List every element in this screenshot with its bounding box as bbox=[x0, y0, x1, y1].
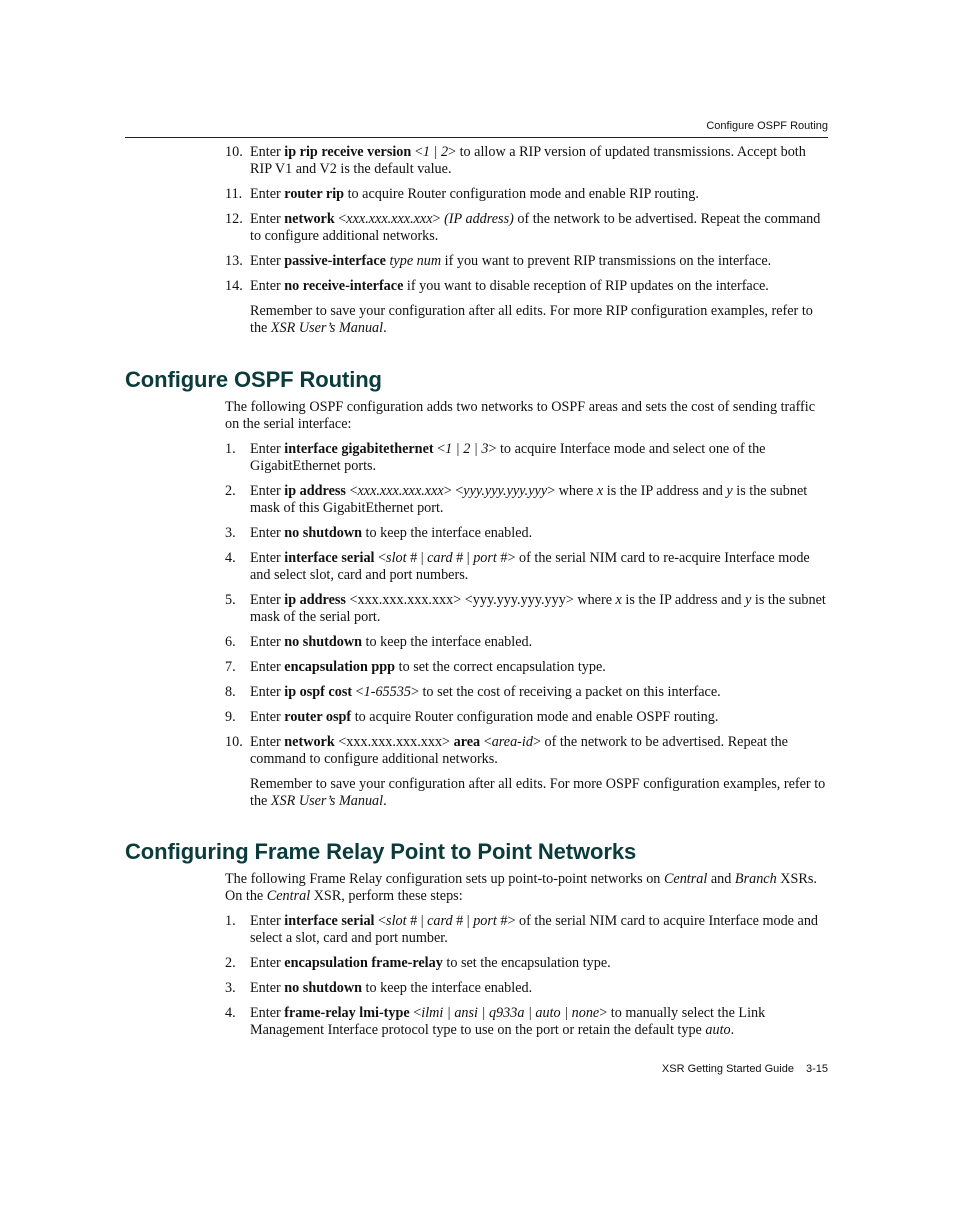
body-text: > where bbox=[547, 483, 597, 499]
command-keyword: interface serial bbox=[284, 913, 375, 929]
parameter-text: 1-65535 bbox=[363, 684, 411, 700]
command-keyword: passive-interface bbox=[284, 253, 386, 269]
list-item-number: 3. bbox=[225, 980, 236, 996]
command-keyword: ip address bbox=[284, 592, 346, 608]
parameter-text: Central bbox=[266, 888, 311, 904]
ospf-intro bbox=[125, 399, 828, 433]
body-text: The following Frame Relay configuration sets up point-to-point networks on bbox=[225, 871, 664, 887]
body-text: Enter bbox=[250, 211, 285, 227]
list-item-number: 11. bbox=[225, 186, 243, 202]
command-keyword: no shutdown bbox=[284, 634, 362, 650]
body-text: Enter bbox=[250, 483, 285, 499]
body-text: is the subnet mask of this GigabitEthernet port. bbox=[250, 483, 808, 516]
footer-page-number: 3-15 bbox=[805, 1063, 828, 1075]
section-heading-frame-relay: Configuring Frame Relay Point to Point Networks bbox=[125, 839, 637, 864]
footer-guide-title: XSR Getting Started Guide bbox=[661, 1063, 794, 1075]
body-text: Enter bbox=[250, 913, 285, 929]
list-item bbox=[125, 955, 828, 972]
parameter-text: slot bbox=[386, 913, 407, 929]
parameter-text: slot bbox=[386, 550, 407, 566]
body-text: is the subnet mask of the serial port. bbox=[250, 592, 826, 625]
list-item bbox=[125, 211, 828, 245]
body-text: Enter bbox=[250, 592, 285, 608]
body-text: > to acquire Interface mode and select one of the GigabitEthernet ports. bbox=[250, 441, 766, 474]
body-text: # | bbox=[452, 913, 474, 929]
body-text: is the IP address and bbox=[621, 592, 746, 608]
list-item bbox=[125, 525, 828, 542]
command-keyword: no receive-interface bbox=[284, 278, 404, 294]
list-item bbox=[125, 592, 828, 626]
command-keyword: ip rip receive version bbox=[284, 144, 412, 160]
list-item bbox=[125, 1005, 828, 1039]
rip-steps-list bbox=[125, 144, 828, 295]
body-text: Enter bbox=[250, 278, 285, 294]
command-keyword: ip ospf cost bbox=[284, 684, 353, 700]
body-text: . bbox=[383, 793, 387, 809]
body-text: to acquire Router configuration mode and enable OSPF routing. bbox=[351, 709, 719, 725]
parameter-text: XSR User’s Manual bbox=[270, 793, 384, 809]
body-text: > to manually select the Link Management Interface protocol type to use on the port or retain the default type bbox=[250, 1005, 766, 1038]
body-text: Enter bbox=[250, 441, 285, 457]
body-text: if you want to prevent RIP transmissions on the interface. bbox=[441, 253, 772, 269]
list-item-number: 6. bbox=[225, 634, 236, 650]
running-footer bbox=[125, 1063, 828, 1075]
body-text: to set the encapsulation type. bbox=[442, 955, 611, 971]
list-item bbox=[125, 634, 828, 651]
body-text: > to allow a RIP version of updated transmissions. Accept both RIP V1 and V2 is the default value. bbox=[250, 144, 806, 177]
parameter-text: xxx.xxx.xxx.xxx bbox=[357, 483, 444, 499]
body-text: Enter bbox=[250, 253, 285, 269]
ospf-note bbox=[125, 776, 828, 810]
list-item-number: 10. bbox=[225, 734, 243, 750]
command-keyword: interface gigabitethernet bbox=[284, 441, 434, 457]
body-text: < bbox=[374, 913, 387, 929]
command-keyword: no shutdown bbox=[284, 980, 362, 996]
parameter-text: area-id bbox=[491, 734, 533, 750]
list-item-number: 10. bbox=[225, 144, 243, 160]
body-text: Enter bbox=[250, 144, 285, 160]
list-item-number: 5. bbox=[225, 592, 236, 608]
body-text: to keep the interface enabled. bbox=[361, 634, 533, 650]
body-text: The following OSPF configuration adds two networks to OSPF areas and sets the cost of sending traffic on the serial interface: bbox=[225, 399, 816, 432]
parameter-text: x bbox=[596, 483, 604, 499]
rip-note bbox=[125, 303, 828, 337]
body-text: # | bbox=[406, 550, 428, 566]
command-keyword: network bbox=[284, 211, 335, 227]
command-keyword: encapsulation frame-relay bbox=[284, 955, 443, 971]
list-item-number: 14. bbox=[225, 278, 243, 294]
parameter-text: Central bbox=[663, 871, 708, 887]
parameter-text: x bbox=[615, 592, 622, 608]
body-text: and bbox=[707, 871, 735, 887]
list-item bbox=[125, 186, 828, 203]
body-text: < bbox=[409, 1005, 422, 1021]
body-text: > to set the cost of receiving a packet on this interface. bbox=[410, 684, 721, 700]
list-item-number: 9. bbox=[225, 709, 236, 725]
running-header: Configure OSPF Routing bbox=[706, 120, 828, 132]
body-text: Enter bbox=[250, 734, 285, 750]
list-item-number: 7. bbox=[225, 659, 236, 675]
body-text: is the IP address and bbox=[603, 483, 727, 499]
parameter-text: yyy.yyy.yyy.yyy bbox=[463, 483, 548, 499]
body-text: Remember to save your configuration after all edits. For more OSPF configuration examples, refer to the bbox=[250, 776, 826, 809]
body-text: < bbox=[480, 734, 492, 750]
parameter-text: y bbox=[745, 592, 752, 608]
body-text: Enter bbox=[250, 186, 285, 202]
section-heading-ospf: Configure OSPF Routing bbox=[125, 367, 382, 392]
list-item bbox=[125, 659, 828, 676]
parameter-text: card bbox=[427, 550, 453, 566]
body-text: Enter bbox=[250, 659, 285, 675]
list-item bbox=[125, 441, 828, 475]
parameter-text: 1 | 2 bbox=[422, 144, 449, 160]
body-text: to acquire Router configuration mode and enable RIP routing. bbox=[344, 186, 699, 202]
list-item-number: 2. bbox=[225, 483, 236, 499]
list-item bbox=[125, 980, 828, 997]
body-text: Enter bbox=[250, 550, 285, 566]
command-keyword: frame-relay lmi-type bbox=[284, 1005, 410, 1021]
body-text: to set the correct encapsulation type. bbox=[395, 659, 606, 675]
command-keyword: ip address bbox=[284, 483, 346, 499]
body-text: Enter bbox=[250, 709, 285, 725]
parameter-text: port bbox=[473, 913, 497, 929]
body-text: #> of the serial NIM card to re-acquire Interface mode and select slot, card and port numbers. bbox=[250, 550, 810, 583]
parameter-text: XSR User’s Manual bbox=[270, 320, 384, 336]
parameter-text: xxx.xxx.xxx.xxx bbox=[346, 211, 433, 227]
frame-relay-intro bbox=[125, 871, 828, 905]
body-text: XSR, perform these steps: bbox=[310, 888, 463, 904]
body-text: > < bbox=[443, 483, 464, 499]
parameter-text: card bbox=[427, 913, 453, 929]
body-text: Enter bbox=[250, 634, 285, 650]
parameter-text: 1 | 2 | 3 bbox=[445, 441, 489, 457]
command-keyword: encapsulation ppp bbox=[284, 659, 396, 675]
list-item-number: 1. bbox=[225, 441, 236, 457]
ospf-steps-list bbox=[125, 441, 828, 768]
body-text: < bbox=[334, 211, 347, 227]
command-keyword: router ospf bbox=[284, 709, 352, 725]
body-text: to keep the interface enabled. bbox=[361, 980, 533, 996]
list-item bbox=[125, 709, 828, 726]
list-item-number: 12. bbox=[225, 211, 243, 227]
parameter-text: type num bbox=[389, 253, 442, 269]
body-text: <xxx.xxx.xxx.xxx> <yyy.yyy.yyy.yyy> where bbox=[345, 592, 616, 608]
body-text: Enter bbox=[250, 684, 285, 700]
list-item-number: 1. bbox=[225, 913, 236, 929]
command-keyword: no shutdown bbox=[284, 525, 362, 541]
body-text: Enter bbox=[250, 955, 285, 971]
body-text: # | bbox=[452, 550, 474, 566]
command-keyword: area bbox=[453, 734, 481, 750]
body-text: > of the network to be advertised. Repeat the command to configure additional networks. bbox=[250, 734, 788, 767]
list-item bbox=[125, 144, 828, 178]
list-item-number: 2. bbox=[225, 955, 236, 971]
list-item bbox=[125, 278, 828, 295]
body-text: of the network to be advertised. Repeat the command to configure additional networks. bbox=[250, 211, 821, 244]
body-text: . bbox=[730, 1022, 735, 1038]
body-text: < bbox=[345, 483, 358, 499]
page-content bbox=[125, 144, 828, 1047]
list-item bbox=[125, 684, 828, 701]
body-text: if you want to disable reception of RIP updates on the interface. bbox=[403, 278, 769, 294]
command-keyword: interface serial bbox=[284, 550, 375, 566]
list-item bbox=[125, 253, 828, 270]
body-text: < bbox=[433, 441, 446, 457]
body-text: #> of the serial NIM card to acquire Interface mode and select a slot, card and port number. bbox=[250, 913, 819, 946]
body-text: > bbox=[432, 211, 445, 227]
list-item bbox=[125, 734, 828, 768]
list-item-number: 13. bbox=[225, 253, 243, 269]
body-text: Enter bbox=[250, 980, 285, 996]
body-text: Enter bbox=[250, 1005, 285, 1021]
list-item-number: 8. bbox=[225, 684, 236, 700]
list-item bbox=[125, 550, 828, 584]
body-text: Enter bbox=[250, 525, 285, 541]
parameter-text: (IP address) bbox=[444, 211, 514, 227]
parameter-text: y bbox=[726, 483, 733, 499]
frame-relay-steps-list bbox=[125, 913, 828, 1039]
body-text: # | bbox=[406, 913, 428, 929]
list-item bbox=[125, 913, 828, 947]
body-text: <xxx.xxx.xxx.xxx> bbox=[334, 734, 454, 750]
parameter-text: port bbox=[473, 550, 497, 566]
parameter-text: auto bbox=[705, 1022, 731, 1038]
list-item-number: 4. bbox=[225, 1005, 236, 1021]
body-text: < bbox=[411, 144, 423, 160]
body-text: Remember to save your configuration after all edits. For more RIP configuration examples, refer to the bbox=[250, 303, 813, 336]
body-text: < bbox=[374, 550, 387, 566]
list-item-number: 3. bbox=[225, 525, 236, 541]
body-text: XSRs. On the bbox=[225, 871, 817, 904]
parameter-text: ilmi | ansi | q933a | auto | none bbox=[421, 1005, 600, 1021]
header-rule bbox=[125, 137, 828, 138]
command-keyword: router rip bbox=[284, 186, 345, 202]
body-text: < bbox=[352, 684, 364, 700]
command-keyword: network bbox=[284, 734, 335, 750]
list-item bbox=[125, 483, 828, 517]
body-text: . bbox=[383, 320, 387, 336]
list-item-number: 4. bbox=[225, 550, 236, 566]
parameter-text: Branch bbox=[734, 871, 777, 887]
body-text: to keep the interface enabled. bbox=[361, 525, 533, 541]
